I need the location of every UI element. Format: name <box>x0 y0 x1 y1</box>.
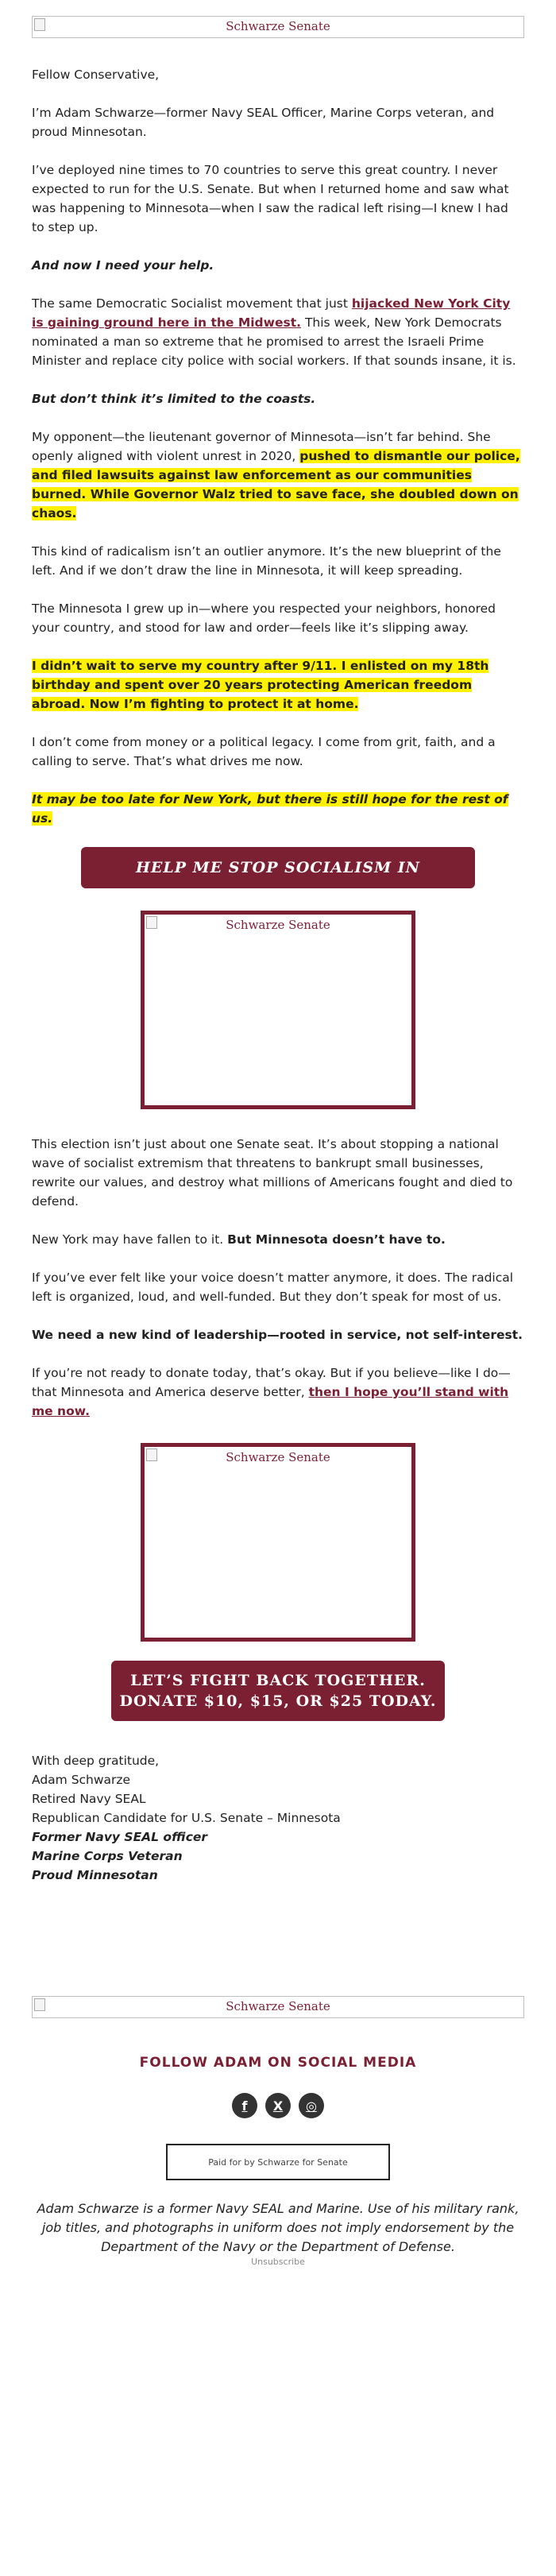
enlisted-highlight: I didn’t wait to serve my country after 9/11. I enlisted on my 18th birthday and spent over 20 years protecting American freedom abroad. Now I’m fighting to protect it at home. <box>32 659 489 711</box>
coasts-heading <box>32 389 524 408</box>
opponent-paragraph <box>32 427 524 523</box>
broken-image-icon <box>34 18 45 31</box>
leadership-paragraph <box>32 1325 524 1344</box>
movement-text: The same Democratic Socialist movement that just <box>32 296 352 311</box>
footer-banner-image <box>32 1996 524 2018</box>
donate-button-line1: LET’S FIGHT BACK TOGETHER. <box>130 1672 426 1689</box>
donate-text: If you’re not ready to donate today, that’s okay. But if you believe—like I do—that Minnesota and America deserve better, <box>32 1366 511 1399</box>
too-late-paragraph <box>32 790 524 828</box>
signoff-line: Adam Schwarze <box>32 1773 131 1787</box>
fallen-bold: But Minnesota doesn’t have to. <box>227 1232 446 1247</box>
greeting: Fellow Conservative, <box>32 68 160 82</box>
need-help-text: And now I need your help. <box>32 258 214 273</box>
stand-with-me-link[interactable]: then I hope you’ll stand with me now. <box>32 1385 509 1418</box>
follow-heading: FOLLOW ADAM ON SOCIAL MEDIA <box>139 2055 417 2071</box>
grit-paragraph: I don’t come from money or a political legacy. I come from grit, faith, and a calling to serve. That’s what drives me now. <box>32 735 496 768</box>
signoff-line: With deep gratitude, <box>32 1754 160 1768</box>
nyc-link[interactable]: hijacked New York City is gaining ground here in the Midwest. <box>32 296 511 330</box>
fallen-text: New York may have fallen to it. <box>32 1232 228 1247</box>
header-banner-image <box>32 16 524 38</box>
intro-paragraph: I’m Adam Schwarze—former Navy SEAL Officer, Marine Corps veteran, and proud Minnesotan. <box>32 106 495 139</box>
signoff-title <box>32 1866 524 1885</box>
signoff-line: Republican Candidate for U.S. Senate – Minnesota <box>32 1811 341 1825</box>
enlisted-paragraph <box>32 656 524 714</box>
campaign-image[interactable] <box>141 911 415 1109</box>
movement-text-after: This week, New York Democrats nominated a man so extreme that he promised to arrest the Israeli Prime Minister and replace city police with social workers. If that sounds insane, it is. <box>32 315 516 368</box>
donate-image-alt: Schwarze Senate <box>226 1450 330 1464</box>
footer-image-alt: Schwarze Senate <box>226 1999 330 2013</box>
stop-socialism-button[interactable]: HELP ME STOP SOCIALISM IN MINNESOTA <box>81 847 475 888</box>
need-help-heading <box>32 256 524 275</box>
title-text: Marine Corps Veteran <box>32 1849 183 1863</box>
signoff-title <box>32 1847 524 1866</box>
broken-image-icon <box>34 1998 45 2011</box>
donate-button[interactable] <box>111 1661 445 1721</box>
unsubscribe-link[interactable]: Unsubscribe <box>251 2257 305 2267</box>
deployed-paragraph: I’ve deployed nine times to 70 countries to serve this great country. I never expected to run for the U.S. Senate. But when I returned home and saw what was happening to Minnesota—when I saw the radical left rising—I knew I had to step up. <box>32 163 509 234</box>
leadership-text: We need a new kind of leadership—rooted in service, not self-interest. <box>32 1328 523 1342</box>
donate-paragraph <box>32 1363 524 1421</box>
too-late-highlight: It may be too late for New York, but there is still hope for the rest of us. <box>32 792 508 826</box>
facebook-icon[interactable]: f <box>232 2093 257 2118</box>
fallen-paragraph <box>32 1230 524 1249</box>
campaign-image-alt: Schwarze Senate <box>226 918 330 932</box>
social-links <box>32 2093 524 2118</box>
broken-image-icon <box>146 1449 157 1461</box>
email-body <box>32 16 524 2315</box>
signoff-line: Retired Navy SEAL <box>32 1792 146 1806</box>
movement-paragraph <box>32 294 524 370</box>
grew-up-paragraph: The Minnesota I grew up in—where you respected your neighbors, honored your country, and stood for law and order—feels like it’s slipping away. <box>32 601 496 635</box>
paid-for-box <box>166 2144 390 2180</box>
broken-image-icon <box>146 916 157 929</box>
coasts-text: But don’t think it’s limited to the coasts. <box>32 392 316 406</box>
radicalism-paragraph: This kind of radicalism isn’t an outlier anymore. It’s the new blueprint of the left. And if we don’t draw the line in Minnesota, it will keep spreading. <box>32 544 501 578</box>
military-disclaimer: Adam Schwarze is a former Navy SEAL and Marine. Use of his military rank, job titles, and photographs in uniform does not imply endorsement by the Department of the Navy or the Department of Defense. <box>37 2201 519 2254</box>
election-paragraph: This election isn’t just about one Senate seat. It’s about stopping a national wave of socialist extremism that threatens to bankrupt small businesses, rewrite our values, and destroy what millions of Americans fought and died to defend. <box>32 1137 513 1209</box>
opponent-highlight: pushed to dismantle our police, and filed lawsuits against law enforcement as our communities burned. While Governor Walz tried to save face, she doubled down on chaos. <box>32 449 520 520</box>
title-text: Former Navy SEAL officer <box>32 1830 208 1844</box>
opponent-text: My opponent—the lieutenant governor of Minnesota—isn’t far behind. She openly aligned with violent unrest in 2020, <box>32 430 491 463</box>
instagram-icon[interactable]: ◎ <box>299 2093 324 2118</box>
donate-image[interactable] <box>141 1443 415 1642</box>
voice-paragraph: If you’ve ever felt like your voice doesn’t matter anymore, it does. The radical left is organized, loud, and well-funded. But they don’t speak for most of us. <box>32 1271 514 1304</box>
paid-for-text: Paid for by Schwarze for Senate <box>208 2156 348 2168</box>
donate-button-line2: DONATE $10, $15, OR $25 TODAY. <box>119 1692 437 1710</box>
signoff <box>32 1751 524 1885</box>
title-text: Proud Minnesotan <box>32 1868 158 1882</box>
header-image-alt: Schwarze Senate <box>226 19 330 33</box>
signoff-title <box>32 1828 524 1847</box>
x-icon[interactable]: X <box>265 2093 291 2118</box>
